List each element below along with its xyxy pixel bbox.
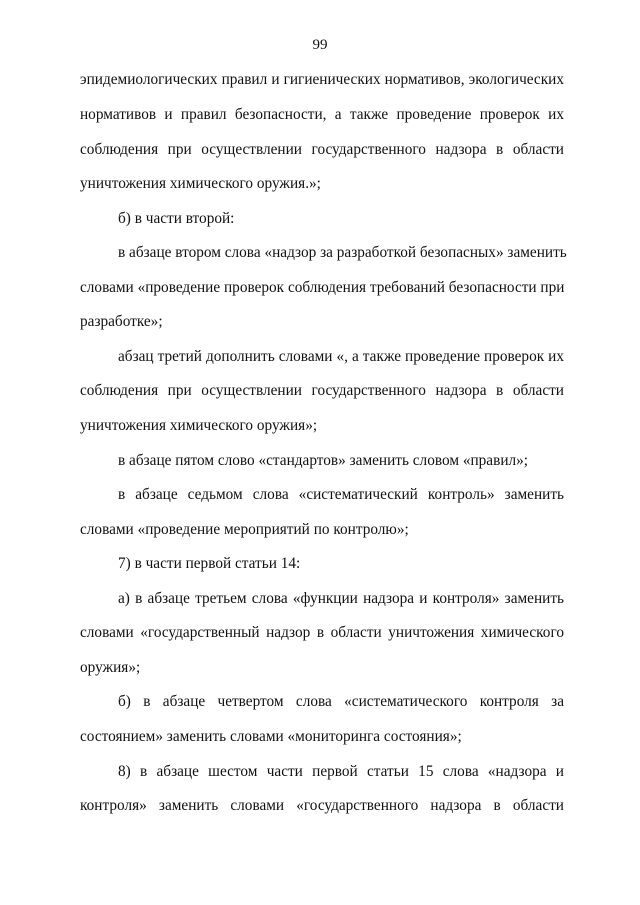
text-line: абзац третий дополнить словами «, а также проведение проверок их — [118, 348, 564, 365]
text-line: 8) в абзаце шестом части первой статьи 15 слова «надзора и — [118, 763, 564, 780]
text-line: разработке»; — [80, 313, 163, 330]
text-line: в абзаце седьмом слова «систематический контроль» заменить — [118, 486, 564, 503]
text-line: уничтожения химического оружия»; — [80, 417, 318, 434]
text-line: словами «государственный надзор в области уничтожения химического — [80, 624, 564, 641]
text-line: соблюдения при осуществлении государственного надзора в области — [80, 382, 564, 399]
text-line: состоянием» заменить словами «мониторинга состояния»; — [80, 728, 462, 745]
text-line: словами «проведение проверок соблюдения требований безопасности при — [80, 279, 565, 296]
text-line: соблюдения при осуществлении государственного надзора в области — [80, 141, 564, 158]
text-line: нормативов и правил безопасности, а также проведение проверок их — [80, 106, 564, 123]
text-line: уничтожения химического оружия.»; — [80, 175, 321, 192]
text-line: контроля» заменить словами «государственного надзора в области — [80, 797, 564, 814]
text-line: словами «проведение мероприятий по контролю»; — [80, 521, 409, 538]
text-line: 7) в части первой статьи 14: — [118, 555, 301, 572]
text-line: эпидемиологических правил и гигиенических нормативов, экологических — [80, 71, 564, 88]
text-line: в абзаце втором слова «надзор за разработкой безопасных» заменить — [118, 244, 567, 261]
text-line: б) в абзаце четвертом слова «систематического контроля за — [118, 693, 564, 710]
text-line: б) в части второй: — [118, 210, 235, 227]
text-line: а) в абзаце третьем слова «функции надзора и контроля» заменить — [118, 590, 564, 607]
text-line: оружия»; — [80, 659, 141, 676]
text-line: в абзаце пятом слово «стандартов» заменить словом «правил»; — [118, 452, 529, 469]
page-number: 99 — [312, 37, 328, 53]
